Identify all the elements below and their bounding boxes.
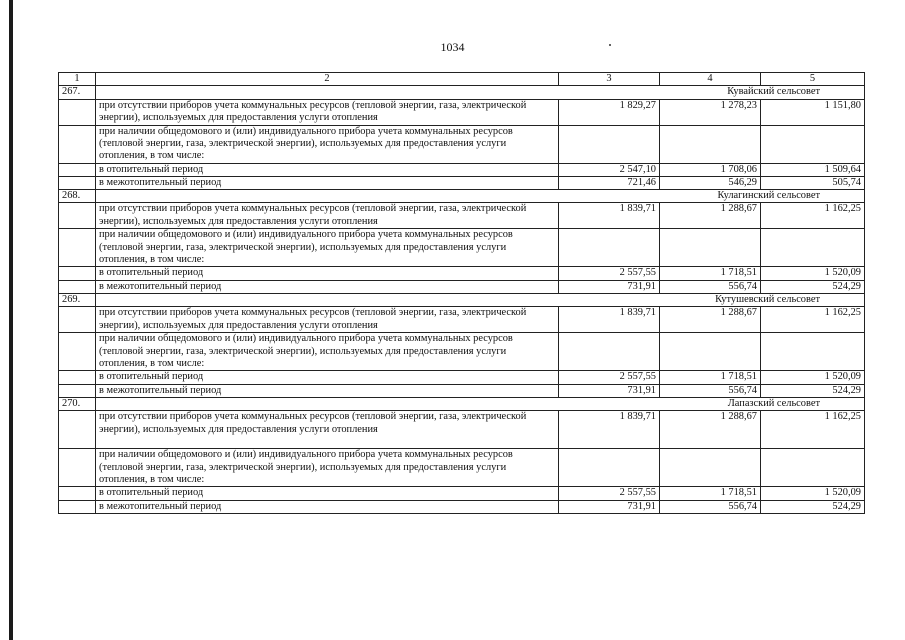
value-column-4 [660,229,761,267]
value-column-3: 2 547,10 [559,163,660,176]
column-header-5: 5 [761,73,865,86]
section-name: Кувайский сельсовет [96,86,865,99]
section-name: Лапазский сельсовет [96,397,865,410]
value-column-5: 1 162,25 [761,411,865,449]
value-column-5 [761,125,865,163]
table-row [59,384,865,397]
tariff-table-body [59,73,865,514]
table-row [59,280,865,293]
value-column-5: 524,29 [761,500,865,513]
row-index-cell [59,411,96,449]
row-description: при отсутствии приборов учета коммунальных ресурсов (тепловой энергии, газа, электрической энергии), используемых для предоставления услуги отопления [96,411,559,449]
row-description: в межотопительный период [96,280,559,293]
table-row [59,176,865,189]
row-index-cell [59,99,96,125]
row-description: при наличии общедомового и (или) индивидуального прибора учета коммунальных ресурсов (тепловой энергии, газа, электрической энергии), используемых для предоставления услуги отопления, в том числе: [96,333,559,371]
table-row [59,125,865,163]
section-index: 269. [59,294,96,307]
section-index: 270. [59,397,96,410]
table-row [59,307,865,333]
value-column-3: 2 557,55 [559,267,660,280]
value-column-5: 1 520,09 [761,371,865,384]
value-column-3: 2 557,55 [559,487,660,500]
section-header-row [59,397,865,410]
value-column-4 [660,449,761,487]
table-row [59,487,865,500]
table-row [59,203,865,229]
value-column-3: 721,46 [559,176,660,189]
table-row [59,267,865,280]
section-header-row [59,190,865,203]
value-column-5: 505,74 [761,176,865,189]
value-column-5: 1 509,64 [761,163,865,176]
value-column-3: 1 829,27 [559,99,660,125]
value-column-3 [559,333,660,371]
value-column-5 [761,449,865,487]
value-column-4: 1 288,67 [660,411,761,449]
value-column-4: 1 278,23 [660,99,761,125]
value-column-5 [761,333,865,371]
value-column-4: 1 288,67 [660,307,761,333]
table-row [59,449,865,487]
value-column-3: 731,91 [559,384,660,397]
row-description: в отопительный период [96,267,559,280]
row-index-cell [59,229,96,267]
value-column-4: 556,74 [660,384,761,397]
row-index-cell [59,384,96,397]
section-name: Кутушевский сельсовет [96,294,865,307]
value-column-5: 1 520,09 [761,267,865,280]
row-index-cell [59,163,96,176]
value-column-5: 1 151,80 [761,99,865,125]
value-column-4: 546,29 [660,176,761,189]
value-column-4: 556,74 [660,500,761,513]
table-row [59,333,865,371]
section-header-row [59,294,865,307]
column-header-3: 3 [559,73,660,86]
value-column-4 [660,125,761,163]
row-index-cell [59,371,96,384]
section-header-row [59,86,865,99]
value-column-3: 2 557,55 [559,371,660,384]
table-row [59,371,865,384]
table-row [59,411,865,449]
value-column-5: 1 520,09 [761,487,865,500]
row-index-cell [59,333,96,371]
row-index-cell [59,500,96,513]
value-column-3 [559,125,660,163]
value-column-3 [559,229,660,267]
table-row [59,99,865,125]
row-description: при отсутствии приборов учета коммунальных ресурсов (тепловой энергии, газа, электрической энергии), используемых для предоставления услуги отопления [96,203,559,229]
table-row [59,229,865,267]
row-index-cell [59,203,96,229]
row-index-cell [59,125,96,163]
value-column-4: 1 718,51 [660,487,761,500]
row-description: в межотопительный период [96,384,559,397]
row-description: при отсутствии приборов учета коммунальных ресурсов (тепловой энергии, газа, электрической энергии), используемых для предоставления услуги отопления [96,99,559,125]
value-column-3: 1 839,71 [559,307,660,333]
value-column-3 [559,449,660,487]
row-index-cell [59,487,96,500]
row-index-cell [59,307,96,333]
table-row [59,163,865,176]
value-column-3: 1 839,71 [559,203,660,229]
row-description: в отопительный период [96,487,559,500]
value-column-5: 524,29 [761,280,865,293]
value-column-3: 1 839,71 [559,411,660,449]
row-description: в отопительный период [96,163,559,176]
row-description: при отсутствии приборов учета коммунальных ресурсов (тепловой энергии, газа, электрической энергии), используемых для предоставления услуги отопления [96,307,559,333]
scan-edge-line [9,0,13,640]
row-description: при наличии общедомового и (или) индивидуального прибора учета коммунальных ресурсов (тепловой энергии, газа, электрической энергии), используемых для предоставления услуги отопления, в том числе: [96,229,559,267]
row-index-cell [59,449,96,487]
tariff-table [58,72,865,514]
column-header-row [59,73,865,86]
column-header-1: 1 [59,73,96,86]
value-column-4: 1 288,67 [660,203,761,229]
row-index-cell [59,280,96,293]
value-column-4: 1 708,06 [660,163,761,176]
page-number: 1034 [440,40,465,54]
row-description: в отопительный период [96,371,559,384]
row-description: в межотопительный период [96,500,559,513]
value-column-5: 524,29 [761,384,865,397]
value-column-5: 1 162,25 [761,307,865,333]
row-description: при наличии общедомового и (или) индивидуального прибора учета коммунальных ресурсов (тепловой энергии, газа, электрической энергии), используемых для предоставления услуги отопления, в том числе: [96,449,559,487]
section-name: Кулагинский сельсовет [96,190,865,203]
row-description: в межотопительный период [96,176,559,189]
row-description: при наличии общедомового и (или) индивидуального прибора учета коммунальных ресурсов (тепловой энергии, газа, электрической энергии), используемых для предоставления услуги отопления, в том числе: [96,125,559,163]
value-column-5 [761,229,865,267]
value-column-3: 731,91 [559,500,660,513]
value-column-3: 731,91 [559,280,660,293]
value-column-5: 1 162,25 [761,203,865,229]
value-column-4: 1 718,51 [660,371,761,384]
value-column-4 [660,333,761,371]
row-index-cell [59,267,96,280]
value-column-4: 556,74 [660,280,761,293]
column-header-4: 4 [660,73,761,86]
row-index-cell [59,176,96,189]
section-index: 268. [59,190,96,203]
table-row [59,500,865,513]
value-column-4: 1 718,51 [660,267,761,280]
column-header-2: 2 [96,73,559,86]
section-index: 267. [59,86,96,99]
